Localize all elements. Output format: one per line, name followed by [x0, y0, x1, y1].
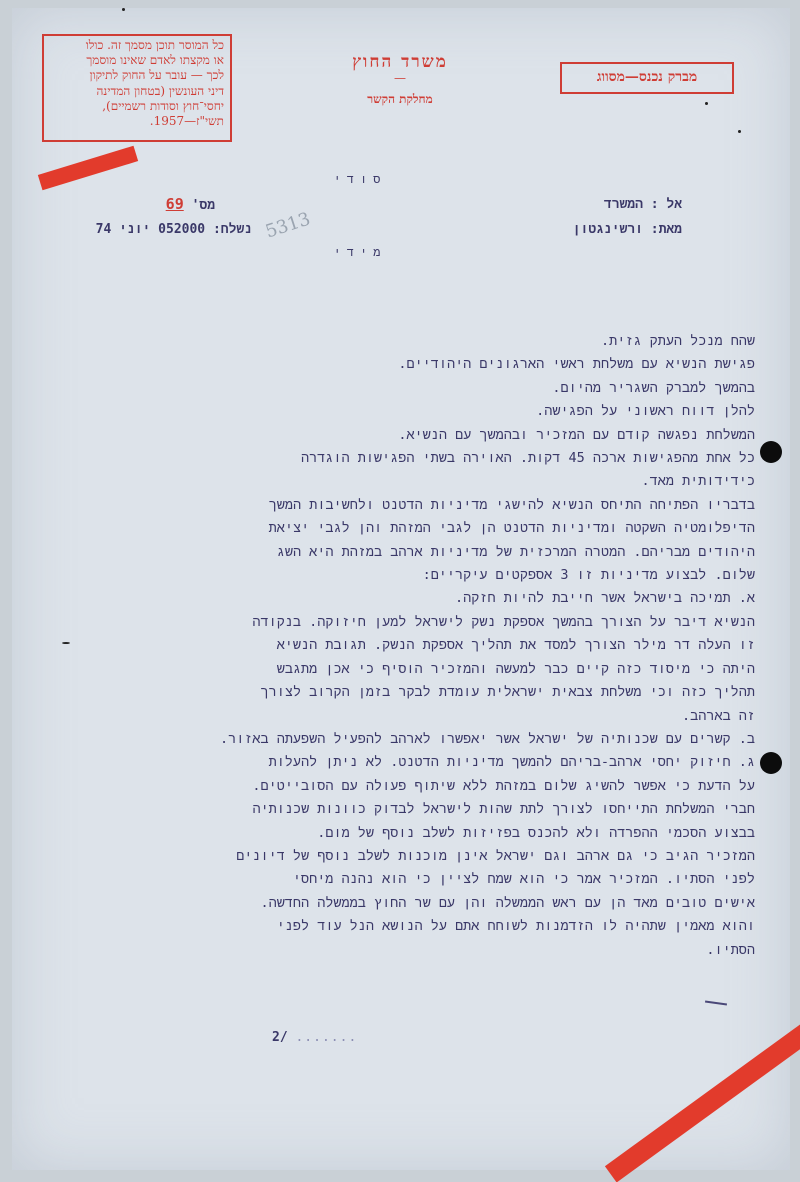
page-continuation — [272, 1030, 357, 1045]
body-line: ב. קשרים עם שכנותיה של ישראל אשר יאפשרו לארהב להפעיל השפעתה באזור. — [219, 730, 755, 747]
recipient-line: אל : המשרד — [603, 197, 682, 212]
cable-number-label: מס' — [191, 198, 215, 213]
page-dots: ....... — [295, 1030, 358, 1045]
body-line: היהודים מבריהם. המטרה המרכזית של מדיניות ארהב במזהת היא השג — [276, 543, 755, 560]
body-line: פגישת הנשיא עם משלחת ראשי הארגונים היהודיים. — [398, 356, 755, 373]
notice-line: או מקצתו לאדם שאינו מוסמך — [86, 53, 224, 68]
legal-notice-box — [42, 34, 232, 142]
cable-type-box: מברק נכנס—מסווג — [560, 62, 734, 94]
body-line: א. תמיכה בישראל אשר חייבת להיות חזקה. — [455, 590, 755, 607]
ministry-name: משרד החוץ — [352, 52, 448, 72]
body-line: שלום. לבצוע מדיניות זו 3 אספקטים עיקריים: — [422, 567, 755, 584]
department-name: מחלקת הקשר — [367, 92, 433, 106]
pencil-annotation: 5313 — [262, 208, 313, 243]
body-line: להלן דווח ראשוני על הפגישה. — [536, 403, 755, 420]
letterhead-dash: — — [394, 71, 406, 85]
cable-number-value: 69 — [165, 195, 184, 213]
body-line: שהח מנכל העתק גזית. — [600, 333, 755, 349]
body-line: בהמשך למברק השגריר מהיום. — [552, 379, 755, 396]
body-line: והוא מאמין שתהיה לו הזדמנות לשוחח אתם על הנושא הנל עוד לפני — [276, 918, 755, 935]
notice-line: כל המוסר תוכן מסמך זה. כולו — [85, 38, 224, 52]
body-line: הדיפלומטיה השקטה ומדיניות הדטנט הן לגבי המזהת והן לגבי יציאת — [268, 520, 755, 537]
body-line: חברי המשלחת התייחסו לצורך לתת שהות לישראל לבדוק כוונות שכנותיה — [252, 801, 755, 818]
speck — [705, 102, 708, 105]
classification-label: סודי — [333, 172, 387, 186]
body-line: הסתיו. — [706, 941, 755, 958]
notice-line: לכך — עובר על החוק לתיקון — [89, 68, 224, 83]
priority-label: מידי — [333, 245, 387, 259]
notice-line: תשי"ז—1957. — [149, 114, 224, 129]
body-line: לפני הסתיו. המזכיר אמר כי הוא שמח לציין כי הוא נהנה מיחסי — [292, 871, 755, 888]
speck — [738, 130, 741, 133]
notice-line: יחסי־חוץ וסודות רשמיים), — [102, 98, 224, 113]
cable-number — [120, 195, 215, 213]
body-line: זו העלה דר מילר הצורך למסד את תהליך אספקת הנשק. תגובת הנשיא — [276, 637, 755, 654]
letterhead — [300, 52, 500, 107]
body-line: אישים טובים מאד הן עם ראש הממשלה והן עם שר החוץ בממשלה החדשה. — [260, 894, 755, 911]
body-line: בדבריו הפתיחה התיחס הנשיא להישגי מדיניות הדטנט ולחשיבות המשך — [268, 496, 755, 513]
body-line: ג. חיזוק יחסי ארהב-בריהם להמשך מדיניות הדטנט. לא ניתן להעלות — [268, 754, 755, 771]
body-line: על הדעת כי אפשר להשיג שלום במזהת ללא שיתוף פעולה עם הסובייטים. — [252, 777, 755, 794]
sent-timestamp: נשלח: 052000 יוני 74 — [95, 222, 252, 237]
body-line: זה בארהב. — [682, 707, 755, 724]
page-number: 2/ — [272, 1030, 288, 1045]
body-line: תהליך כזה וכי משלחת צבאית ישראלית עומדת לבקר בזמן הקרוב לצורך — [260, 684, 755, 701]
cable-body — [55, 330, 755, 962]
punch-hole — [760, 752, 782, 774]
body-line: כידידותית מאד. — [641, 473, 755, 490]
body-line: כל אחת מהפגישות ארכה 45 דקות. האוירה בשתי הפגישות הוגדרה — [300, 450, 755, 467]
body-line: המזכיר הגיב כי גם ארהב וגם ישראל אינן מוכנות לשלב נוסף של דיונים — [236, 847, 755, 864]
punch-hole — [760, 441, 782, 463]
sender-line: מאת: ורשינגטון — [572, 222, 682, 237]
body-line: המשלחת נפגשה קודם עם המזכיר ובהמשך עם הנשיא. — [398, 426, 755, 443]
notice-line: דיני העונשין (בטחון המדינה — [96, 83, 224, 98]
body-line: בבצוע הסכמי ההפרדה ולא להכנס בפזיזות לשלב נוסף של מום. — [317, 824, 755, 841]
body-line: היתה כי מיסוד כזה קיים כבר למעשה והמזכיר הוסיף כי אכן מתגבש — [276, 660, 755, 677]
speck — [122, 8, 125, 11]
body-line: הנשיא דיבר על הצורך בהמשך אספקת נשק לישראל למען חיזוקה. בנקודה — [252, 613, 755, 630]
